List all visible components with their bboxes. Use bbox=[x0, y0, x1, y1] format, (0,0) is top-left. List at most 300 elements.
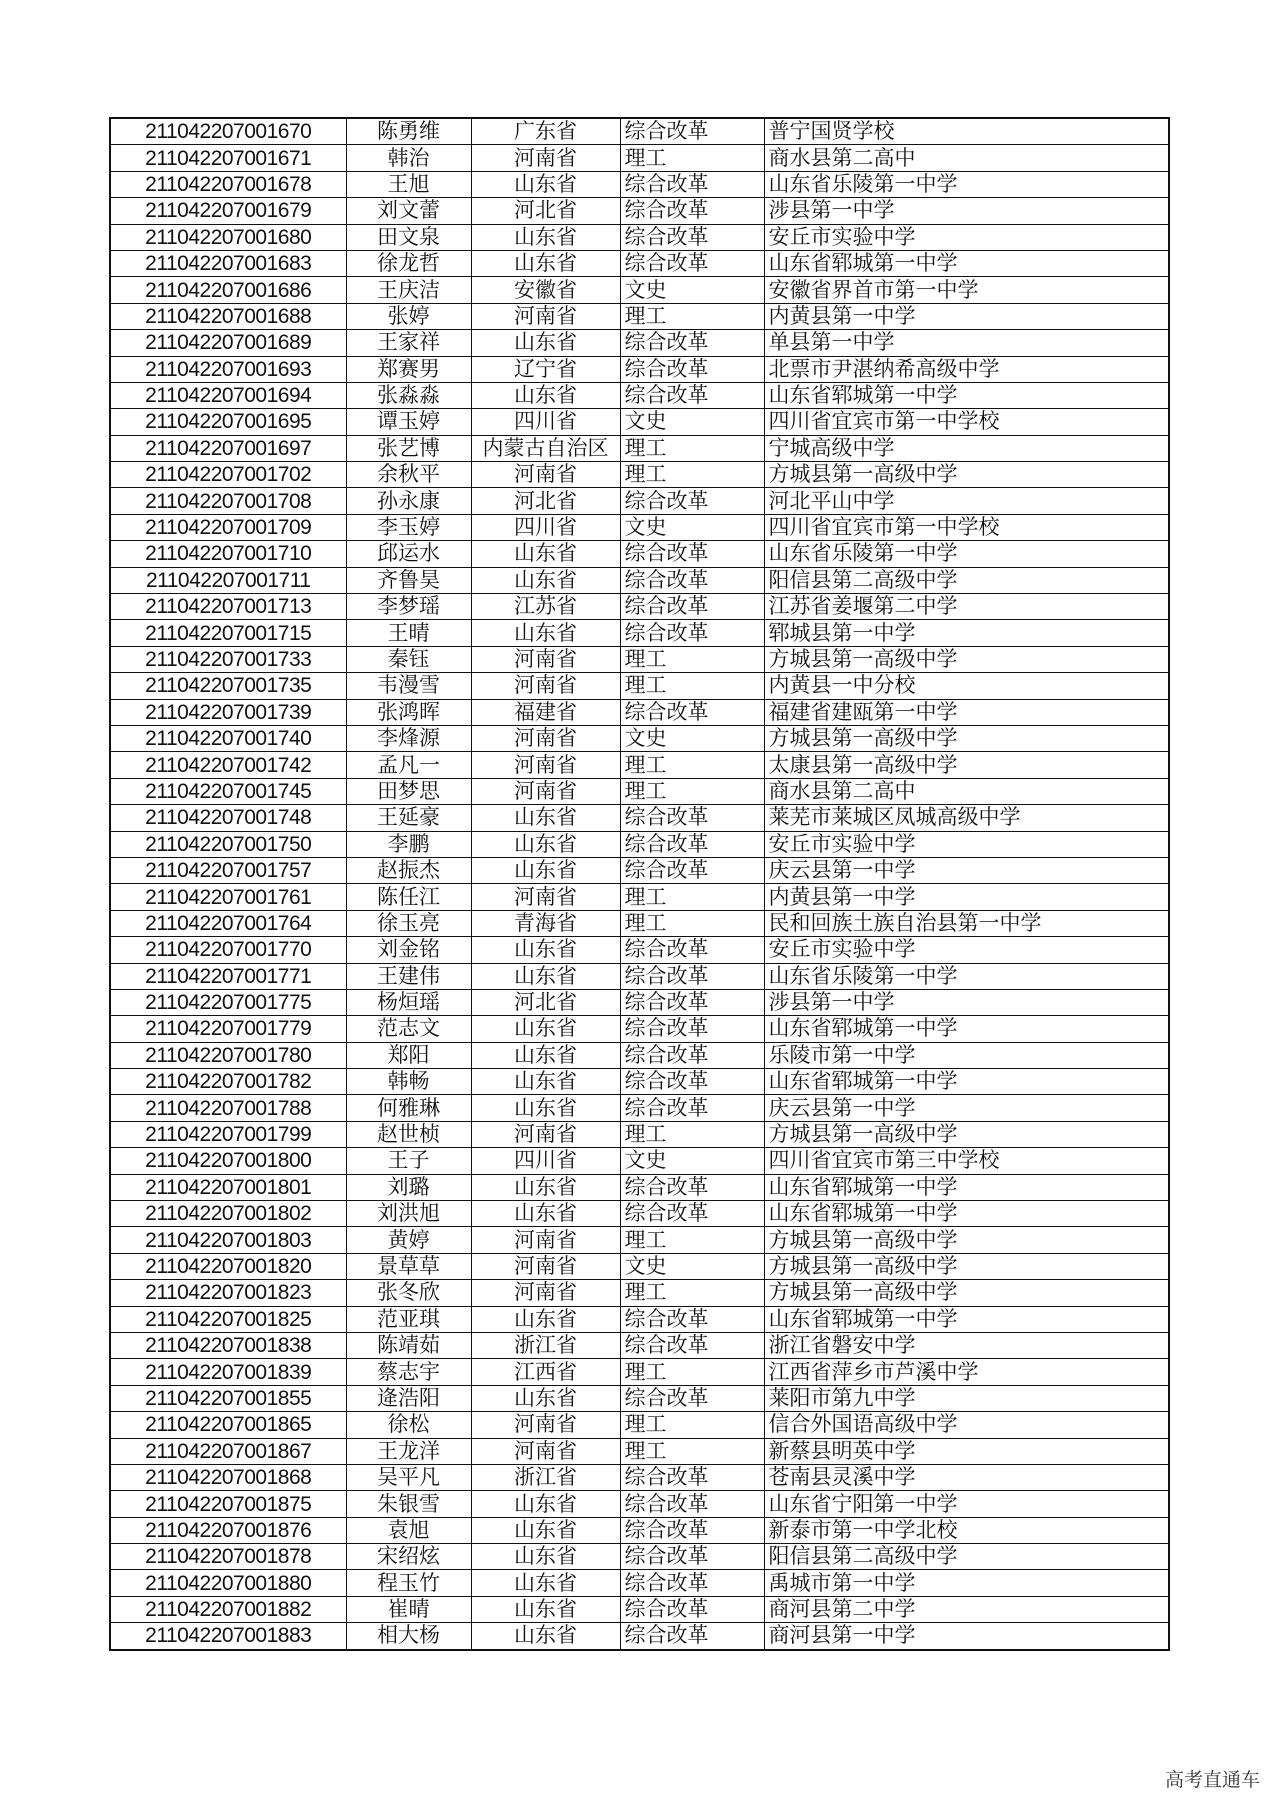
student-id-cell: 211042207001683 bbox=[110, 250, 346, 276]
high-school-cell: 山东省乐陵第一中学 bbox=[764, 963, 1169, 989]
province-cell: 浙江省 bbox=[471, 1464, 620, 1490]
high-school-cell: 商水县第二高中 bbox=[764, 778, 1169, 804]
student-name-cell: 宋绍炫 bbox=[346, 1544, 471, 1570]
student-id-cell: 211042207001745 bbox=[110, 778, 346, 804]
student-name-cell: 刘文蕾 bbox=[346, 198, 471, 224]
subject-category-cell: 文史 bbox=[620, 277, 764, 303]
subject-category-cell: 综合改革 bbox=[620, 1332, 764, 1358]
student-id-cell: 211042207001761 bbox=[110, 884, 346, 910]
province-cell: 河南省 bbox=[471, 752, 620, 778]
subject-category-cell: 理工 bbox=[620, 435, 764, 461]
student-name-cell: 谭玉婷 bbox=[346, 409, 471, 435]
student-name-cell: 田文泉 bbox=[346, 224, 471, 250]
high-school-cell: 河北平山中学 bbox=[764, 488, 1169, 514]
table-row bbox=[110, 646, 1169, 672]
high-school-cell: 阳信县第二高级中学 bbox=[764, 567, 1169, 593]
student-id-cell: 211042207001779 bbox=[110, 1016, 346, 1042]
province-cell: 山东省 bbox=[471, 1385, 620, 1411]
province-cell: 山东省 bbox=[471, 1016, 620, 1042]
student-id-cell: 211042207001802 bbox=[110, 1201, 346, 1227]
province-cell: 河南省 bbox=[471, 1438, 620, 1464]
student-id-cell: 211042207001678 bbox=[110, 171, 346, 197]
table-row bbox=[110, 1069, 1169, 1095]
student-id-cell: 211042207001867 bbox=[110, 1438, 346, 1464]
province-cell: 辽宁省 bbox=[471, 356, 620, 382]
high-school-cell: 山东省郓城第一中学 bbox=[764, 1306, 1169, 1332]
high-school-cell: 方城县第一高级中学 bbox=[764, 725, 1169, 751]
high-school-cell: 江苏省姜堰第二中学 bbox=[764, 594, 1169, 620]
student-id-cell: 211042207001782 bbox=[110, 1069, 346, 1095]
province-cell: 浙江省 bbox=[471, 1332, 620, 1358]
student-name-cell: 蔡志宇 bbox=[346, 1359, 471, 1385]
high-school-cell: 山东省郓城第一中学 bbox=[764, 382, 1169, 408]
subject-category-cell: 综合改革 bbox=[620, 1095, 764, 1121]
student-name-cell: 张婷 bbox=[346, 303, 471, 329]
table-row bbox=[110, 1570, 1169, 1596]
student-id-cell: 211042207001733 bbox=[110, 646, 346, 672]
student-name-cell: 李玉婷 bbox=[346, 514, 471, 540]
subject-category-cell: 理工 bbox=[620, 462, 764, 488]
province-cell: 河南省 bbox=[471, 1121, 620, 1147]
subject-category-cell: 综合改革 bbox=[620, 198, 764, 224]
student-id-cell: 211042207001709 bbox=[110, 514, 346, 540]
subject-category-cell: 理工 bbox=[620, 1121, 764, 1147]
table-row bbox=[110, 250, 1169, 276]
high-school-cell: 北票市尹湛纳希高级中学 bbox=[764, 356, 1169, 382]
student-id-cell: 211042207001694 bbox=[110, 382, 346, 408]
table-row bbox=[110, 171, 1169, 197]
province-cell: 河南省 bbox=[471, 145, 620, 171]
subject-category-cell: 理工 bbox=[620, 646, 764, 672]
table-row bbox=[110, 1464, 1169, 1490]
high-school-cell: 庆云县第一中学 bbox=[764, 857, 1169, 883]
student-name-cell: 王子 bbox=[346, 1148, 471, 1174]
subject-category-cell: 综合改革 bbox=[620, 1042, 764, 1068]
table-row bbox=[110, 1623, 1169, 1650]
student-id-cell: 211042207001686 bbox=[110, 277, 346, 303]
high-school-cell: 内黄县第一中学 bbox=[764, 303, 1169, 329]
student-id-cell: 211042207001855 bbox=[110, 1385, 346, 1411]
table-row bbox=[110, 778, 1169, 804]
student-id-cell: 211042207001803 bbox=[110, 1227, 346, 1253]
student-name-cell: 韩畅 bbox=[346, 1069, 471, 1095]
province-cell: 山东省 bbox=[471, 250, 620, 276]
table-row bbox=[110, 594, 1169, 620]
subject-category-cell: 综合改革 bbox=[620, 1491, 764, 1517]
subject-category-cell: 综合改革 bbox=[620, 594, 764, 620]
high-school-cell: 莱阳市第九中学 bbox=[764, 1385, 1169, 1411]
high-school-cell: 新泰市第一中学北校 bbox=[764, 1517, 1169, 1543]
table-row bbox=[110, 620, 1169, 646]
student-id-cell: 211042207001820 bbox=[110, 1253, 346, 1279]
subject-category-cell: 理工 bbox=[620, 145, 764, 171]
subject-category-cell: 综合改革 bbox=[620, 356, 764, 382]
subject-category-cell: 理工 bbox=[620, 752, 764, 778]
subject-category-cell: 理工 bbox=[620, 1412, 764, 1438]
high-school-cell: 商河县第二中学 bbox=[764, 1596, 1169, 1622]
table-row bbox=[110, 1359, 1169, 1385]
table-row bbox=[110, 118, 1169, 145]
table-row bbox=[110, 1227, 1169, 1253]
table-row bbox=[110, 1544, 1169, 1570]
province-cell: 河南省 bbox=[471, 884, 620, 910]
student-id-cell: 211042207001865 bbox=[110, 1412, 346, 1438]
student-name-cell: 王旭 bbox=[346, 171, 471, 197]
high-school-cell: 内黄县第一中学 bbox=[764, 884, 1169, 910]
high-school-cell: 浙江省磐安中学 bbox=[764, 1332, 1169, 1358]
student-name-cell: 张鸿晖 bbox=[346, 699, 471, 725]
subject-category-cell: 综合改革 bbox=[620, 805, 764, 831]
high-school-cell: 安丘市实验中学 bbox=[764, 937, 1169, 963]
table-row bbox=[110, 198, 1169, 224]
subject-category-cell: 综合改革 bbox=[620, 541, 764, 567]
student-id-cell: 211042207001771 bbox=[110, 963, 346, 989]
table-row bbox=[110, 1042, 1169, 1068]
student-id-cell: 211042207001715 bbox=[110, 620, 346, 646]
table-row bbox=[110, 831, 1169, 857]
high-school-cell: 山东省郓城第一中学 bbox=[764, 1201, 1169, 1227]
student-name-cell: 刘洪旭 bbox=[346, 1201, 471, 1227]
high-school-cell: 庆云县第一中学 bbox=[764, 1095, 1169, 1121]
student-id-cell: 211042207001775 bbox=[110, 989, 346, 1015]
province-cell: 河南省 bbox=[471, 778, 620, 804]
student-name-cell: 郑阳 bbox=[346, 1042, 471, 1068]
student-name-cell: 朱银雪 bbox=[346, 1491, 471, 1517]
province-cell: 山东省 bbox=[471, 1623, 620, 1650]
student-name-cell: 郑赛男 bbox=[346, 356, 471, 382]
province-cell: 山东省 bbox=[471, 805, 620, 831]
province-cell: 河北省 bbox=[471, 989, 620, 1015]
student-name-cell: 刘金铭 bbox=[346, 937, 471, 963]
student-name-cell: 张淼淼 bbox=[346, 382, 471, 408]
student-name-cell: 王延豪 bbox=[346, 805, 471, 831]
high-school-cell: 宁城高级中学 bbox=[764, 435, 1169, 461]
student-name-cell: 逄浩阳 bbox=[346, 1385, 471, 1411]
subject-category-cell: 理工 bbox=[620, 884, 764, 910]
high-school-cell: 普宁国贤学校 bbox=[764, 118, 1169, 145]
table-row bbox=[110, 1201, 1169, 1227]
high-school-cell: 安丘市实验中学 bbox=[764, 224, 1169, 250]
student-name-cell: 陈靖茹 bbox=[346, 1332, 471, 1358]
province-cell: 山东省 bbox=[471, 541, 620, 567]
table-row bbox=[110, 1332, 1169, 1358]
province-cell: 山东省 bbox=[471, 1042, 620, 1068]
student-name-cell: 范亚琪 bbox=[346, 1306, 471, 1332]
table-row bbox=[110, 884, 1169, 910]
province-cell: 四川省 bbox=[471, 409, 620, 435]
student-name-cell: 吴平凡 bbox=[346, 1464, 471, 1490]
high-school-cell: 郓城县第一中学 bbox=[764, 620, 1169, 646]
province-cell: 四川省 bbox=[471, 514, 620, 540]
subject-category-cell: 理工 bbox=[620, 1359, 764, 1385]
student-id-cell: 211042207001839 bbox=[110, 1359, 346, 1385]
high-school-cell: 方城县第一高级中学 bbox=[764, 1227, 1169, 1253]
high-school-cell: 民和回族土族自治县第一中学 bbox=[764, 910, 1169, 936]
table-row bbox=[110, 1306, 1169, 1332]
table-row bbox=[110, 937, 1169, 963]
province-cell: 山东省 bbox=[471, 1306, 620, 1332]
table-row bbox=[110, 356, 1169, 382]
student-id-cell: 211042207001770 bbox=[110, 937, 346, 963]
table-row bbox=[110, 1596, 1169, 1622]
student-name-cell: 王庆洁 bbox=[346, 277, 471, 303]
student-name-cell: 袁旭 bbox=[346, 1517, 471, 1543]
student-name-cell: 刘璐 bbox=[346, 1174, 471, 1200]
student-name-cell: 陈勇维 bbox=[346, 118, 471, 145]
province-cell: 青海省 bbox=[471, 910, 620, 936]
table-row bbox=[110, 303, 1169, 329]
high-school-cell: 安徽省界首市第一中学 bbox=[764, 277, 1169, 303]
student-name-cell: 王建伟 bbox=[346, 963, 471, 989]
watermark-text: 高考直通车 bbox=[1164, 1769, 1260, 1791]
subject-category-cell: 综合改革 bbox=[620, 1570, 764, 1596]
province-cell: 河南省 bbox=[471, 1253, 620, 1279]
table-row bbox=[110, 805, 1169, 831]
high-school-cell: 山东省乐陵第一中学 bbox=[764, 541, 1169, 567]
table-row bbox=[110, 409, 1169, 435]
subject-category-cell: 综合改革 bbox=[620, 963, 764, 989]
table-row bbox=[110, 145, 1169, 171]
table-row bbox=[110, 514, 1169, 540]
student-id-cell: 211042207001764 bbox=[110, 910, 346, 936]
table-row bbox=[110, 1174, 1169, 1200]
province-cell: 河南省 bbox=[471, 462, 620, 488]
student-name-cell: 邱运水 bbox=[346, 541, 471, 567]
province-cell: 河南省 bbox=[471, 673, 620, 699]
subject-category-cell: 综合改革 bbox=[620, 1306, 764, 1332]
student-id-cell: 211042207001883 bbox=[110, 1623, 346, 1650]
subject-category-cell: 综合改革 bbox=[620, 567, 764, 593]
student-id-cell: 211042207001876 bbox=[110, 1517, 346, 1543]
subject-category-cell: 理工 bbox=[620, 673, 764, 699]
student-id-cell: 211042207001878 bbox=[110, 1544, 346, 1570]
table-row bbox=[110, 1121, 1169, 1147]
high-school-cell: 内黄县一中分校 bbox=[764, 673, 1169, 699]
student-name-cell: 张冬欣 bbox=[346, 1280, 471, 1306]
province-cell: 山东省 bbox=[471, 1491, 620, 1517]
student-name-cell: 韦漫雪 bbox=[346, 673, 471, 699]
subject-category-cell: 综合改革 bbox=[620, 382, 764, 408]
high-school-cell: 山东省宁阳第一中学 bbox=[764, 1491, 1169, 1517]
student-id-cell: 211042207001757 bbox=[110, 857, 346, 883]
high-school-cell: 太康县第一高级中学 bbox=[764, 752, 1169, 778]
subject-category-cell: 综合改革 bbox=[620, 831, 764, 857]
high-school-cell: 苍南县灵溪中学 bbox=[764, 1464, 1169, 1490]
subject-category-cell: 综合改革 bbox=[620, 1544, 764, 1570]
student-name-cell: 何雅琳 bbox=[346, 1095, 471, 1121]
student-name-cell: 杨烜瑶 bbox=[346, 989, 471, 1015]
province-cell: 山东省 bbox=[471, 1596, 620, 1622]
subject-category-cell: 理工 bbox=[620, 303, 764, 329]
province-cell: 山东省 bbox=[471, 171, 620, 197]
table-row bbox=[110, 1280, 1169, 1306]
province-cell: 山东省 bbox=[471, 567, 620, 593]
table-row bbox=[110, 567, 1169, 593]
student-name-cell: 徐玉亮 bbox=[346, 910, 471, 936]
table-row bbox=[110, 541, 1169, 567]
province-cell: 山东省 bbox=[471, 963, 620, 989]
student-name-cell: 景草草 bbox=[346, 1253, 471, 1279]
high-school-cell: 乐陵市第一中学 bbox=[764, 1042, 1169, 1068]
student-name-cell: 李鹏 bbox=[346, 831, 471, 857]
province-cell: 山东省 bbox=[471, 1069, 620, 1095]
province-cell: 河北省 bbox=[471, 488, 620, 514]
table-row bbox=[110, 1148, 1169, 1174]
high-school-cell: 四川省宜宾市第一中学校 bbox=[764, 514, 1169, 540]
province-cell: 山东省 bbox=[471, 1570, 620, 1596]
high-school-cell: 商水县第二高中 bbox=[764, 145, 1169, 171]
table-row bbox=[110, 673, 1169, 699]
student-id-cell: 211042207001875 bbox=[110, 1491, 346, 1517]
high-school-cell: 山东省郓城第一中学 bbox=[764, 1016, 1169, 1042]
subject-category-cell: 理工 bbox=[620, 1280, 764, 1306]
table-row bbox=[110, 488, 1169, 514]
student-id-cell: 211042207001679 bbox=[110, 198, 346, 224]
student-id-cell: 211042207001680 bbox=[110, 224, 346, 250]
student-name-cell: 王龙洋 bbox=[346, 1438, 471, 1464]
subject-category-cell: 综合改革 bbox=[620, 1623, 764, 1650]
province-cell: 山东省 bbox=[471, 857, 620, 883]
student-name-cell: 田梦思 bbox=[346, 778, 471, 804]
high-school-cell: 莱芜市莱城区凤城高级中学 bbox=[764, 805, 1169, 831]
student-id-cell: 211042207001825 bbox=[110, 1306, 346, 1332]
province-cell: 山东省 bbox=[471, 1095, 620, 1121]
subject-category-cell: 综合改革 bbox=[620, 1385, 764, 1411]
high-school-cell: 新蔡县明英中学 bbox=[764, 1438, 1169, 1464]
high-school-cell: 方城县第一高级中学 bbox=[764, 1121, 1169, 1147]
province-cell: 山东省 bbox=[471, 330, 620, 356]
subject-category-cell: 综合改革 bbox=[620, 330, 764, 356]
high-school-cell: 四川省宜宾市第三中学校 bbox=[764, 1148, 1169, 1174]
student-name-cell: 黄婷 bbox=[346, 1227, 471, 1253]
student-name-cell: 赵世桢 bbox=[346, 1121, 471, 1147]
province-cell: 山东省 bbox=[471, 1201, 620, 1227]
student-id-cell: 211042207001671 bbox=[110, 145, 346, 171]
subject-category-cell: 综合改革 bbox=[620, 937, 764, 963]
subject-category-cell: 综合改革 bbox=[620, 1174, 764, 1200]
high-school-cell: 方城县第一高级中学 bbox=[764, 646, 1169, 672]
student-id-cell: 211042207001739 bbox=[110, 699, 346, 725]
student-name-cell: 王家祥 bbox=[346, 330, 471, 356]
high-school-cell: 山东省郓城第一中学 bbox=[764, 1174, 1169, 1200]
high-school-cell: 涉县第一中学 bbox=[764, 989, 1169, 1015]
student-id-cell: 211042207001880 bbox=[110, 1570, 346, 1596]
table-row bbox=[110, 330, 1169, 356]
table-row bbox=[110, 224, 1169, 250]
student-id-cell: 211042207001708 bbox=[110, 488, 346, 514]
high-school-cell: 信合外国语高级中学 bbox=[764, 1412, 1169, 1438]
student-id-cell: 211042207001735 bbox=[110, 673, 346, 699]
student-id-cell: 211042207001882 bbox=[110, 1596, 346, 1622]
student-id-cell: 211042207001823 bbox=[110, 1280, 346, 1306]
student-id-cell: 211042207001788 bbox=[110, 1095, 346, 1121]
table-row bbox=[110, 1491, 1169, 1517]
student-name-cell: 齐鲁昊 bbox=[346, 567, 471, 593]
subject-category-cell: 综合改革 bbox=[620, 250, 764, 276]
table-row bbox=[110, 910, 1169, 936]
student-name-cell: 张艺博 bbox=[346, 435, 471, 461]
student-name-cell: 赵振杰 bbox=[346, 857, 471, 883]
student-id-cell: 211042207001800 bbox=[110, 1148, 346, 1174]
subject-category-cell: 综合改革 bbox=[620, 1464, 764, 1490]
province-cell: 山东省 bbox=[471, 831, 620, 857]
province-cell: 山东省 bbox=[471, 382, 620, 408]
subject-category-cell: 理工 bbox=[620, 1227, 764, 1253]
high-school-cell: 江西省萍乡市芦溪中学 bbox=[764, 1359, 1169, 1385]
student-name-cell: 范志文 bbox=[346, 1016, 471, 1042]
high-school-cell: 山东省郓城第一中学 bbox=[764, 250, 1169, 276]
student-name-cell: 徐龙哲 bbox=[346, 250, 471, 276]
province-cell: 内蒙古自治区 bbox=[471, 435, 620, 461]
table-row bbox=[110, 1385, 1169, 1411]
province-cell: 山东省 bbox=[471, 224, 620, 250]
subject-category-cell: 综合改革 bbox=[620, 1596, 764, 1622]
high-school-cell: 安丘市实验中学 bbox=[764, 831, 1169, 857]
student-name-cell: 王晴 bbox=[346, 620, 471, 646]
province-cell: 四川省 bbox=[471, 1148, 620, 1174]
high-school-cell: 方城县第一高级中学 bbox=[764, 1280, 1169, 1306]
province-cell: 广东省 bbox=[471, 118, 620, 145]
table-row bbox=[110, 752, 1169, 778]
high-school-cell: 福建省建瓯第一中学 bbox=[764, 699, 1169, 725]
subject-category-cell: 文史 bbox=[620, 409, 764, 435]
table-row bbox=[110, 1253, 1169, 1279]
student-id-cell: 211042207001750 bbox=[110, 831, 346, 857]
subject-category-cell: 综合改革 bbox=[620, 1069, 764, 1095]
student-name-cell: 韩治 bbox=[346, 145, 471, 171]
table-row bbox=[110, 1412, 1169, 1438]
student-id-cell: 211042207001697 bbox=[110, 435, 346, 461]
student-name-cell: 孟凡一 bbox=[346, 752, 471, 778]
table-row bbox=[110, 1016, 1169, 1042]
province-cell: 河北省 bbox=[471, 198, 620, 224]
high-school-cell: 阳信县第二高级中学 bbox=[764, 1544, 1169, 1570]
student-id-cell: 211042207001688 bbox=[110, 303, 346, 329]
student-id-cell: 211042207001799 bbox=[110, 1121, 346, 1147]
student-name-cell: 徐松 bbox=[346, 1412, 471, 1438]
province-cell: 山东省 bbox=[471, 1174, 620, 1200]
subject-category-cell: 综合改革 bbox=[620, 488, 764, 514]
student-id-cell: 211042207001670 bbox=[110, 118, 346, 145]
table-row bbox=[110, 725, 1169, 751]
admission-list-table bbox=[109, 117, 1170, 1651]
student-id-cell: 211042207001868 bbox=[110, 1464, 346, 1490]
province-cell: 山东省 bbox=[471, 1517, 620, 1543]
province-cell: 河南省 bbox=[471, 1227, 620, 1253]
subject-category-cell: 综合改革 bbox=[620, 118, 764, 145]
high-school-cell: 商河县第一中学 bbox=[764, 1623, 1169, 1650]
table-row bbox=[110, 857, 1169, 883]
table-row bbox=[110, 699, 1169, 725]
student-name-cell: 程玉竹 bbox=[346, 1570, 471, 1596]
province-cell: 河南省 bbox=[471, 725, 620, 751]
high-school-cell: 单县第一中学 bbox=[764, 330, 1169, 356]
student-id-cell: 211042207001748 bbox=[110, 805, 346, 831]
student-name-cell: 崔晴 bbox=[346, 1596, 471, 1622]
subject-category-cell: 综合改革 bbox=[620, 857, 764, 883]
province-cell: 安徽省 bbox=[471, 277, 620, 303]
high-school-cell: 禹城市第一中学 bbox=[764, 1570, 1169, 1596]
high-school-cell: 方城县第一高级中学 bbox=[764, 462, 1169, 488]
subject-category-cell: 综合改革 bbox=[620, 1517, 764, 1543]
table-row bbox=[110, 963, 1169, 989]
table-row bbox=[110, 382, 1169, 408]
high-school-cell: 四川省宜宾市第一中学校 bbox=[764, 409, 1169, 435]
table-row bbox=[110, 1517, 1169, 1543]
table-row bbox=[110, 1438, 1169, 1464]
subject-category-cell: 文史 bbox=[620, 1253, 764, 1279]
student-id-cell: 211042207001742 bbox=[110, 752, 346, 778]
